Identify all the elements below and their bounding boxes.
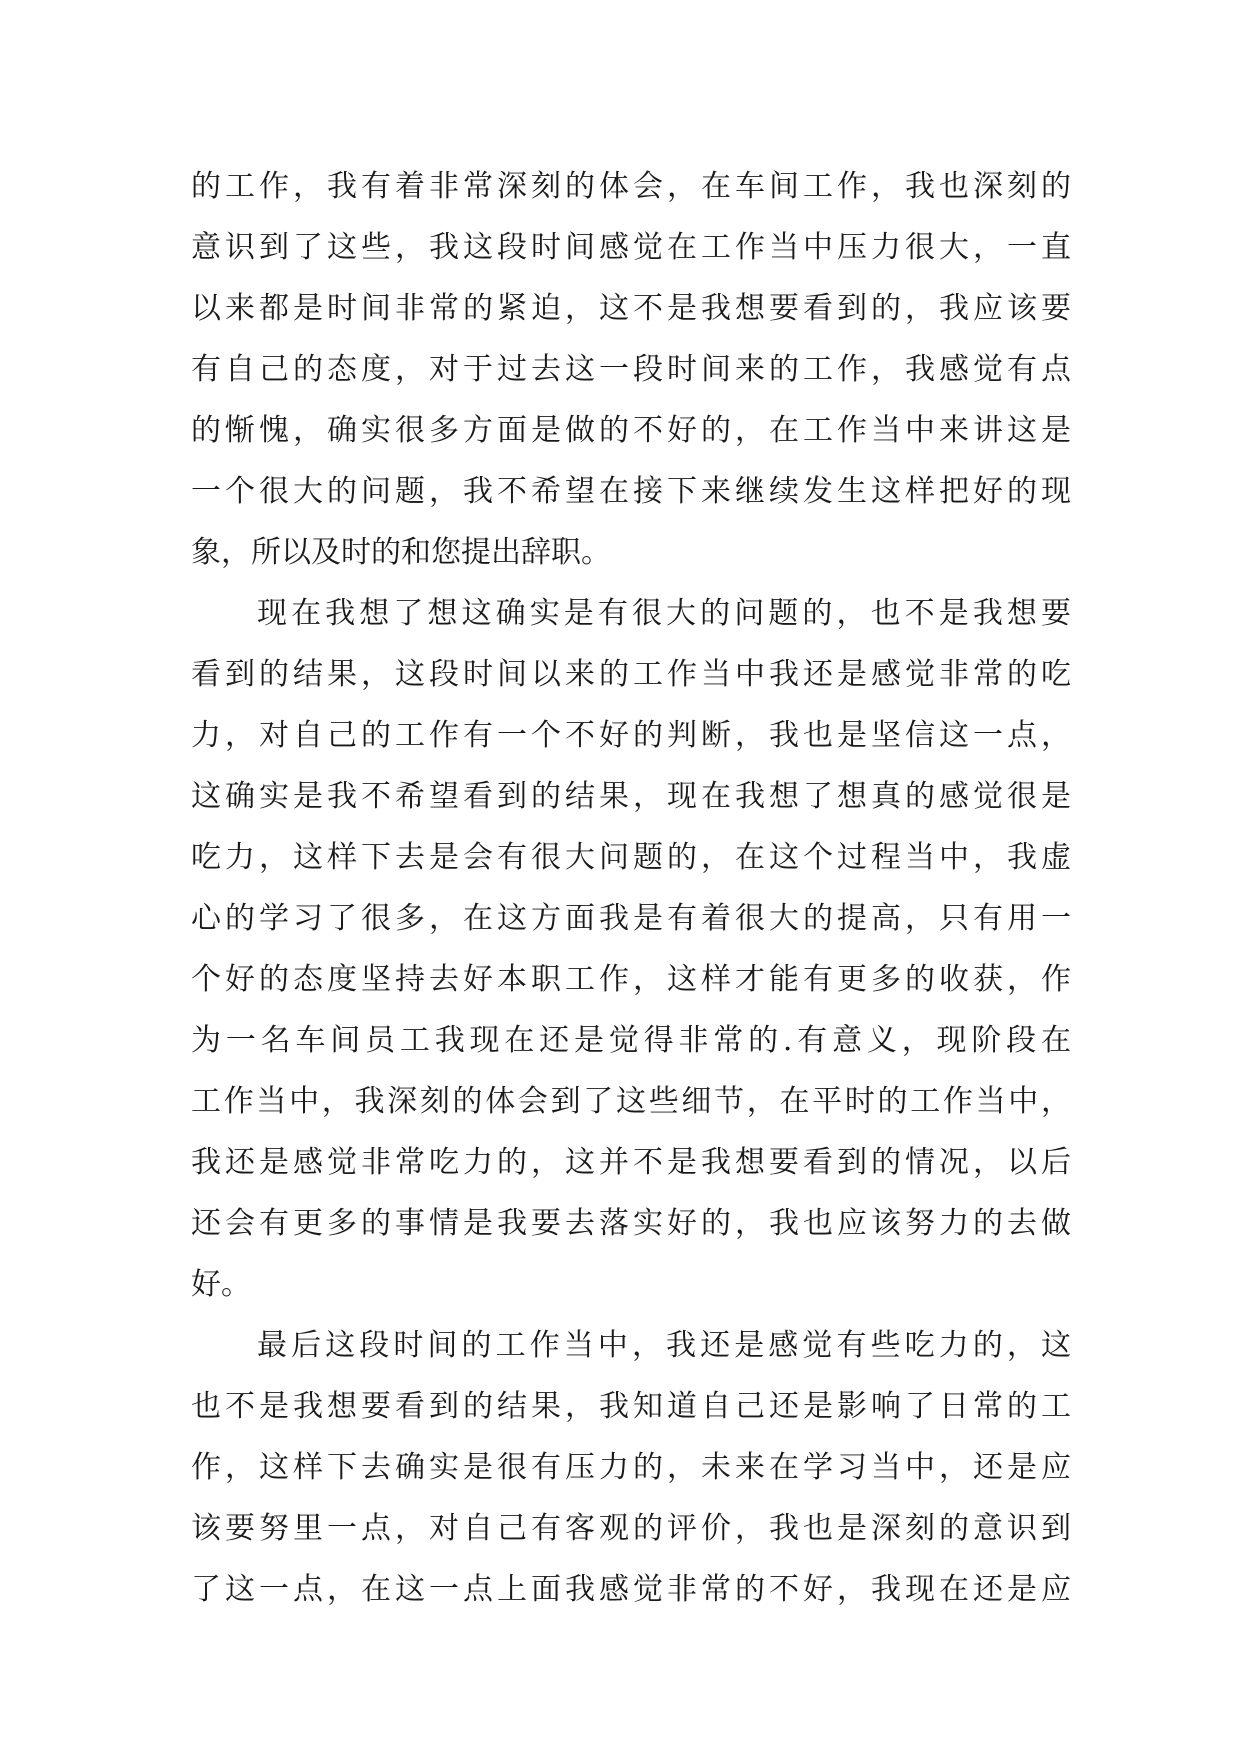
text-line: 象，所以及时的和您提出辞职。 <box>191 535 611 570</box>
text-line: 的惭愧，确实很多方面是做的不好的，在工作当中来讲这是 <box>191 413 1071 448</box>
text-line: 力，对自己的工作有一个不好的判断，我也是坚信这一点， <box>191 718 1071 753</box>
text-line: 看到的结果，这段时间以来的工作当中我还是感觉非常的吃 <box>191 657 1071 692</box>
text-line: 的工作，我有着非常深刻的体会，在车间工作，我也深刻的 <box>191 169 1071 204</box>
text-line: 吃力，这样下去是会有很大问题的，在这个过程当中，我虚 <box>191 840 1071 875</box>
text-line: 这确实是我不希望看到的结果，现在我想了想真的感觉很是 <box>191 779 1071 814</box>
text-line: 了这一点，在这一点上面我感觉非常的不好，我现在还是应 <box>191 1572 1071 1607</box>
text-line: 心的学习了很多，在这方面我是有着很大的提高，只有用一 <box>191 901 1071 936</box>
text-line: 为一名车间员工我现在还是觉得非常的.有意义，现阶段在 <box>191 1023 1071 1058</box>
text-line: 个好的态度坚持去好本职工作，这样才能有更多的收获，作 <box>191 962 1071 997</box>
paragraph-first-line: 现在我想了想这确实是有很大的问题的，也不是我想要 <box>257 596 1071 631</box>
text-line: 还会有更多的事情是我要去落实好的，我也应该努力的去做 <box>191 1206 1071 1241</box>
body-text <box>191 156 1071 1620</box>
text-line: 好。 <box>191 1267 251 1302</box>
paragraph-first-line: 最后这段时间的工作当中，我还是感觉有些吃力的，这 <box>257 1328 1071 1363</box>
text-line: 以来都是时间非常的紧迫，这不是我想要看到的，我应该要 <box>191 291 1071 326</box>
text-line: 有自己的态度，对于过去这一段时间来的工作，我感觉有点 <box>191 352 1071 387</box>
text-line: 一个很大的问题，我不希望在接下来继续发生这样把好的现 <box>191 474 1071 509</box>
text-line: 也不是我想要看到的结果，我知道自己还是影响了日常的工 <box>191 1389 1071 1424</box>
text-line: 我还是感觉非常吃力的，这并不是我想要看到的情况，以后 <box>191 1145 1071 1180</box>
text-line: 作，这样下去确实是很有压力的，未来在学习当中，还是应 <box>191 1450 1071 1485</box>
text-line: 意识到了这些，我这段时间感觉在工作当中压力很大，一直 <box>191 230 1071 265</box>
text-line: 工作当中，我深刻的体会到了这些细节，在平时的工作当中， <box>191 1084 1071 1119</box>
text-line: 该要努里一点，对自己有客观的评价，我也是深刻的意识到 <box>191 1511 1071 1546</box>
